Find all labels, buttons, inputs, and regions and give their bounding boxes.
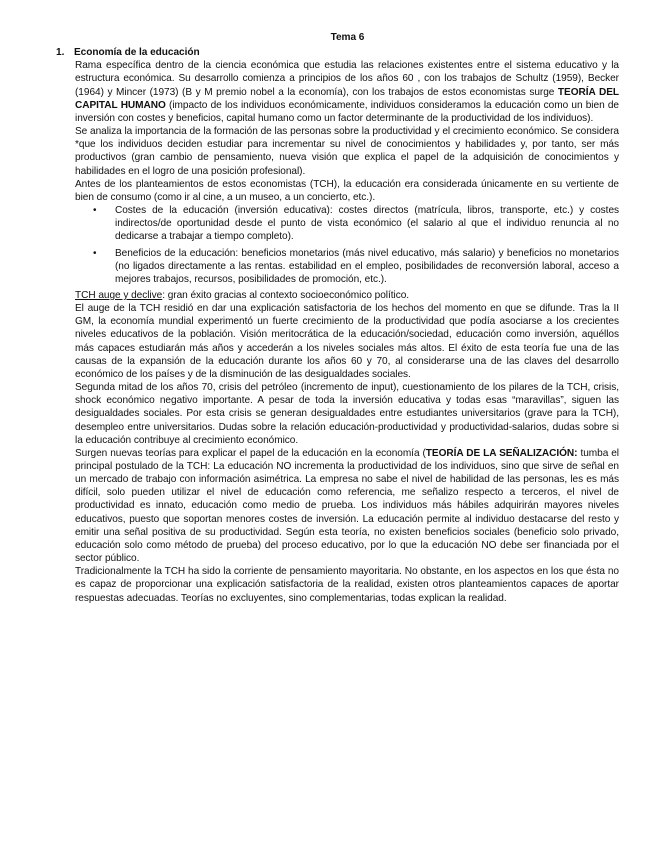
- list-item: [93, 247, 619, 286]
- section-heading: [56, 46, 619, 59]
- section-number: 1.: [56, 47, 65, 59]
- page-title: Tema 6: [330, 32, 365, 43]
- paragraph-senalizacion: [75, 447, 619, 565]
- paragraph-senalizacion-text-a: Surgen nuevas teorías para explicar el papel de la educación en la economía (: [75, 447, 426, 459]
- paragraph-definition-text-a: Rama específica dentro de la ciencia económica que estudia las relaciones existentes entre el sistema educativo y la estructura económica. Su desarrollo comienza a principios de los años 60 , con los trabajos de Schultz (1959), Becker (1964) y Mincer (1973) (B y M premio nobel a la economía), con los trabajos de estos economistas surge: [75, 60, 619, 98]
- paragraph-importance: Se analiza la importancia de la formación de las personas sobre la productividad y el crecimiento económico. Se considera *que los individuos deciden estudiar para incrementar su nivel de conocimientos y habilidades y, por tanto, ser más productivos (gran cambio de pensamiento, nueva visión que explica el papel de la adquisición de conocimientos y habilidades en el logro de una posición profesional).: [75, 126, 619, 177]
- paragraph-senalizacion-text-b: tumba el principal postulado de la TCH: La educación NO incrementa la productividad de los individuos, sino que sirve de señal en un mercado de trabajo con información asimétrica. La empresa no sabe el nivel de habilidad de las personas, les es más difícil, solo pueden utilizar el nivel de educación como referencia, me señalizo respecto a terceros, el nivel de productividad es innato, educación como medio de prueba. Los individuos más hábiles adquirirán mayores niveles educativos, puesto que soportan menores costes de inversión. La educación permite al individuo destacarse del resto y emitir una señal positiva de su productividad. Según esta teoría, no existen beneficios sociales (beneficio solo privado, educación solo como método de prueba) del proceso educativo, por lo que la educación NO debe ser financiada por el sector público.: [75, 447, 619, 565]
- paragraph-before-tch: Antes de los planteamientos de estos economistas (TCH), la educación era considerada únicamente en su vertiente de bien de consumo (como ir al cine, a un museo, a un concierto, etc.).: [75, 178, 619, 203]
- capital-humano-term: TEORÍA DEL CAPITAL HUMANO: [75, 86, 619, 111]
- list-item-text: Costes de la educación (inversión educativa): costes directos (matrícula, libros, transporte, etc.) y costes indirectos/de oportunidad desde el punto de vista económico (el salario al que el individuo renuncia al no dedicarse a trabajar a tiempo completo).: [115, 205, 619, 243]
- tch-auge-line: [75, 289, 619, 302]
- paragraph-auge: El auge de la TCH residió en dar una explicación satisfactoria de los hechos del momento en que se difunde. Tras la II GM, la economía mundial experimentó un fuerte crecimiento de la productividad que podía asociarse a los crecientes niveles educativos de la población. Visión meritocrática de la educación/sociedad, educación como inversión, aquéllos más capaces estudiarán más años y accederán a los niveles sociales más altos. El éxito de esta teoría fue una de las causas de la expansión de la educación durante los años 60 y 70, al considerarse una de las claves del desarrollo económico de los países y de la disminución de las desigualdades sociales.: [75, 303, 619, 380]
- list-item: [93, 204, 619, 243]
- section-body: [56, 59, 619, 604]
- paragraph-definition-text-b: (impacto de los individuos económicamente, individuos consideramos la educación como un bien de inversión con costes y beneficios, capital humano como un factor determinante de la productividad de los individuos).: [75, 99, 619, 124]
- paragraph-conclusion: Tradicionalmente la TCH ha sido la corriente de pensamiento mayoritaria. No obstante, en los aspectos en los que ésta no es capaz de proporcionar una explicación satisfactoria de la realidad, existen otros planteamientos capaces de aportar respuestas adecuadas. Teorías no excluyentes, sino complementarias, todas explican la realidad.: [75, 566, 619, 604]
- senalizacion-term: TEORÍA DE LA SEÑALIZACIÓN:: [425, 447, 578, 459]
- paragraph-crisis: Segunda mitad de los años 70, crisis del petróleo (incremento de input), cuestionamiento de los pilares de la TCH, crisis, shock económico negativo importante. A pesar de toda la inversión educativa y todas esas “maravillas”, siguen las desigualdades sociales. Por esta crisis se generan desigualdades entre estudiantes universitarios (grave para la TCH), desempleo entre universitarios. Dudas sobre la relación educación-productividad y productividad-salarios, dudas sobre si la educación contribuye al crecimiento económico.: [75, 382, 619, 446]
- tch-auge-label: TCH auge y declive: [75, 289, 163, 301]
- list-item-text: Beneficios de la educación: beneficios monetarios (más nivel educativo, más salario) y beneficios no monetarios (no ligados directamente a las rentas. estabilidad en el empleo, posibilidades de reconversión laboral, acceso a mejores trabajos, recursos, posibilidades de promoción, etc.).: [115, 247, 619, 285]
- section-heading-text: Economía de la educación: [74, 47, 200, 59]
- bullet-icon: •: [93, 247, 97, 259]
- paragraph-definition: [75, 59, 619, 125]
- bullet-icon: •: [93, 205, 97, 217]
- tch-auge-text: : gran éxito gracias al contexto socioeconómico político.: [162, 289, 410, 301]
- bullet-list: [75, 204, 619, 286]
